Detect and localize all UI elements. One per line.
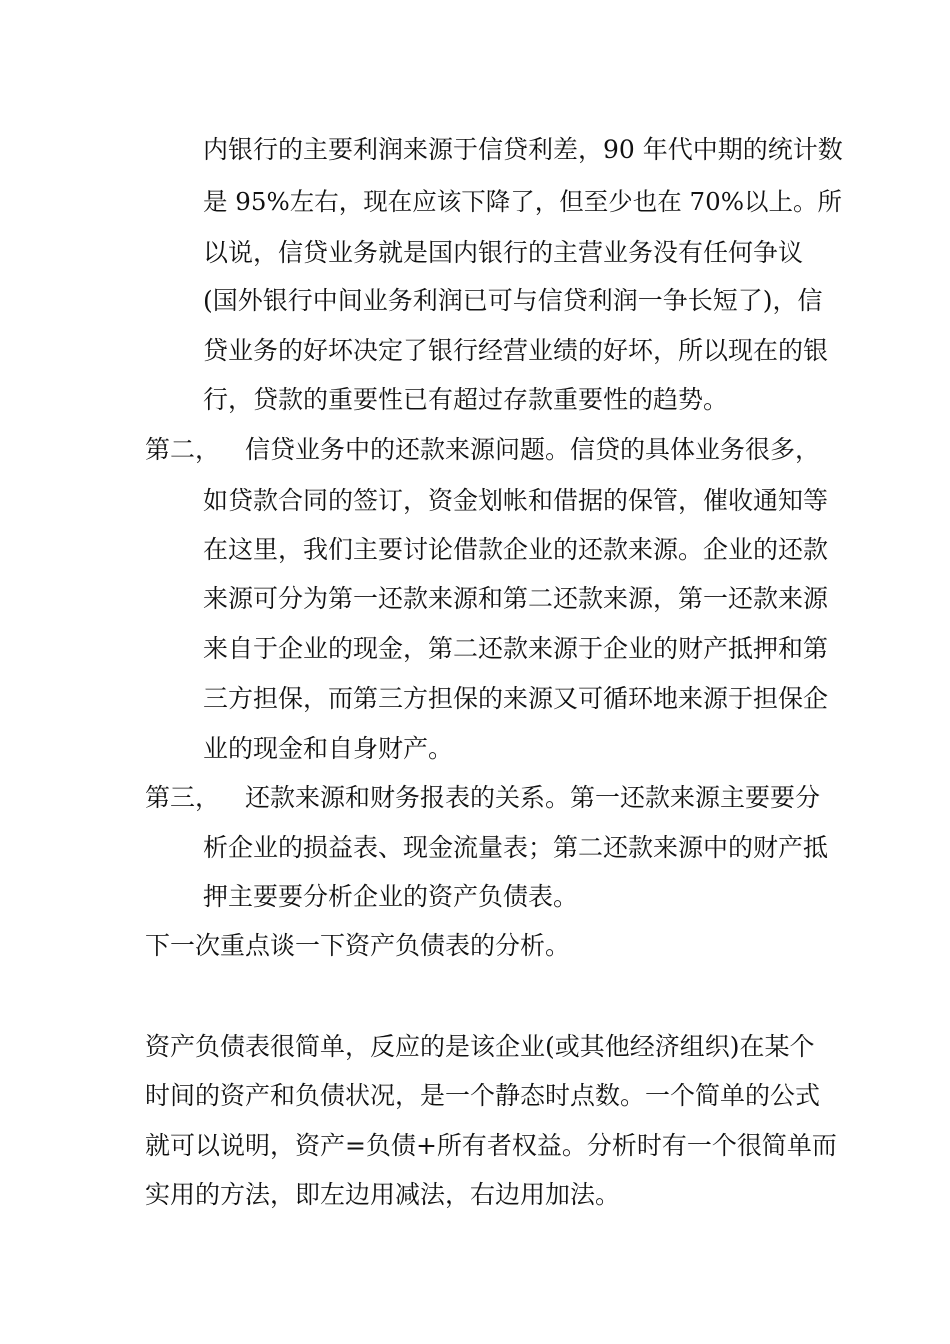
balance-para-line: 资产负债表很简单，反应的是该企业(或其他经济组织)在某个	[145, 1032, 815, 1061]
point3-line: 押主要要分析企业的资产负债表。	[203, 882, 579, 911]
para1-line: 以说，信贷业务就是国内银行的主营业务没有任何争议	[203, 238, 804, 267]
point2-line: 来自于企业的现金，第二还款来源于企业的财产抵押和第	[203, 634, 829, 663]
point2-line: 如贷款合同的签订，资金划帐和借据的保管，催收通知等	[203, 486, 829, 515]
para1-line: 是 95%左右，现在应该下降了，但至少也在 70%以上。所	[203, 187, 842, 216]
balance-para-line: 就可以说明，资产=负债+所有者权益。分析时有一个很简单而	[145, 1131, 837, 1160]
para1-line: 贷业务的好坏决定了银行经营业绩的好坏，所以现在的银	[203, 336, 829, 365]
point3-line: 析企业的损益表、现金流量表；第二还款来源中的财产抵	[203, 833, 829, 862]
point2-line: 三方担保，而第三方担保的来源又可循环地来源于担保企	[203, 684, 829, 713]
para1-line: 行，贷款的重要性已有超过存款重要性的趋势。	[203, 385, 729, 414]
balance-para-line: 实用的方法，即左边用减法，右边用加法。	[145, 1180, 621, 1209]
para1-line: (国外银行中间业务利润已可与信贷利润一争长短了)，信	[203, 286, 823, 315]
point2-line: 来源可分为第一还款来源和第二还款来源，第一还款来源	[203, 584, 829, 613]
next-topic-line: 下一次重点谈一下资产负债表的分析。	[145, 931, 571, 960]
point2-label: 第二，	[145, 435, 221, 464]
para1-line: 内银行的主要利润来源于信贷利差，90 年代中期的统计数	[203, 135, 843, 164]
point2-line: 业的现金和自身财产。	[203, 734, 454, 763]
point2-line: 在这里，我们主要讨论借款企业的还款来源。企业的还款	[203, 535, 829, 564]
point2-first-line: 信贷业务中的还款来源问题。信贷的具体业务很多，	[245, 435, 821, 464]
point3-first-line: 还款来源和财务报表的关系。第一还款来源主要要分	[245, 783, 821, 812]
point3-label: 第三，	[145, 783, 221, 812]
balance-para-line: 时间的资产和负债状况，是一个静态时点数。一个简单的公式	[145, 1081, 821, 1110]
